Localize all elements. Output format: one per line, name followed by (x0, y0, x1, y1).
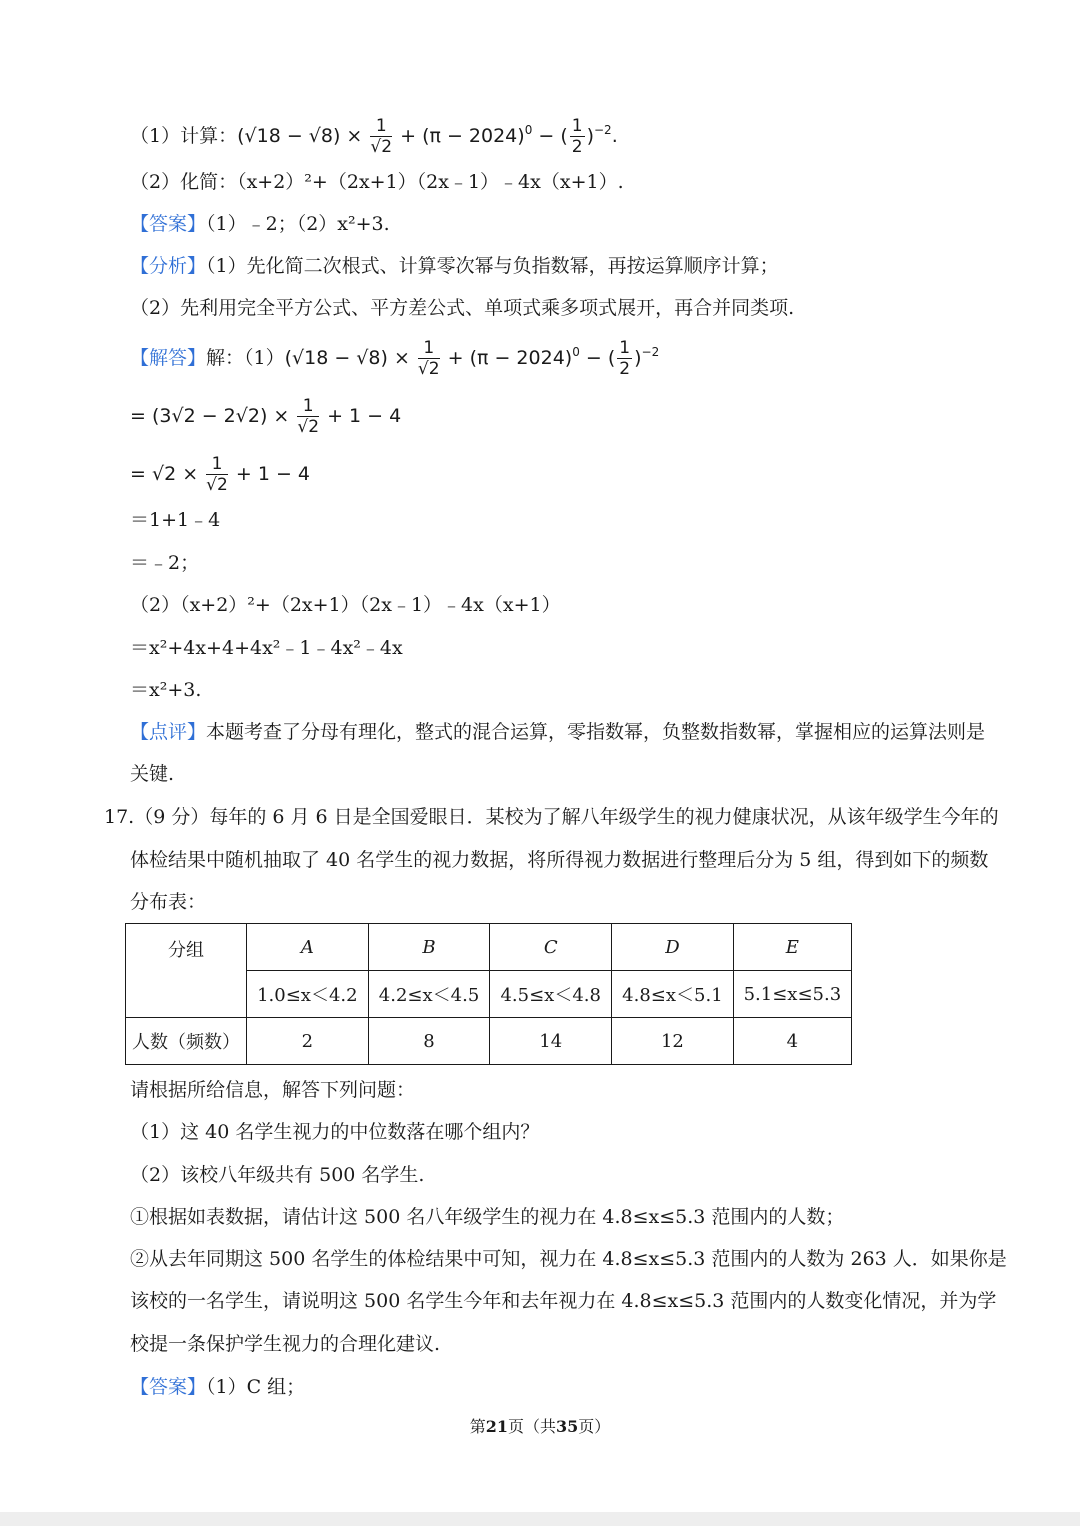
range-cell: 1.0≤x＜4.2 (247, 971, 369, 1018)
q17-sub2-2b: 该校的一名学生，请说明这 500 名学生今年和去年视力在 4.8≤x≤5.3 范围内的人数变化情况，并为学 (130, 1290, 997, 1312)
q17-stem-line3: 分布表： (130, 891, 207, 913)
review-tag: 【点评】 (130, 721, 207, 743)
q16-review-2: 关键. (130, 763, 175, 785)
q16-part2-step1: ＝x²+4x+4+4x²﹣1﹣4x²﹣4x (130, 637, 403, 659)
page-footer: 第21页（共35页） (469, 1417, 611, 1436)
group-cell: E (733, 924, 851, 971)
q16-part1: （1）计算：(√18 − √8) × $\frac{1}{√2}$ + $(\pi - 2024)^0$ − ( $\frac{1}{2}$ )$^{-2}$. (130, 116, 618, 157)
q16-solution: 【解答】解：（1）(√18 − √8) × $\frac{1}{√2}$ + $(\pi - 2024)^0$ − ( $\frac{1}{2}$ )$^{-2}$ (130, 338, 660, 379)
q16-step1: = (3√2 − 2√2) × $\frac{1}{√2}$ + 1 − 4 (130, 396, 402, 437)
analysis-tag: 【分析】 (130, 255, 207, 277)
q16-review: 【点评】本题考查了分母有理化，整式的混合运算，零指数幂，负整数指数幂，掌握相应的运算法则是 (130, 721, 986, 743)
answer-tag: 【答案】 (130, 1376, 207, 1398)
q17-sub2-2c: 校提一条保护学生视力的合理化建议. (130, 1333, 441, 1355)
count-cell: 12 (612, 1018, 734, 1065)
count-cell: 14 (490, 1018, 612, 1065)
frequency-table (125, 923, 852, 1065)
q16-analysis: 【分析】（1）先化简二次根式、计算零次幂与负指数幂，再按运算顺序计算； (130, 255, 779, 277)
count-header-cell: 人数（频数） (126, 1018, 247, 1065)
q17-sub2: （2）该校八年级共有 500 名学生. (130, 1164, 425, 1186)
q16-step2: = √2 × $\frac{1}{√2}$ + 1 − 4 (130, 454, 311, 495)
q17-prompt: 请根据所给信息，解答下列问题： (130, 1079, 416, 1101)
q16-step4: ＝﹣2； (130, 552, 200, 574)
table-row (126, 924, 852, 971)
q17-stem-line2: 体检结果中随机抽取了 40 名学生的视力数据，将所得视力数据进行整理后分为 5 组，得到如下的频数 (130, 849, 989, 871)
answer-tag: 【答案】 (130, 213, 207, 235)
q16-part2: （2）化简：（x+2）²+（2x+1）（2x﹣1）﹣4x（x+1）. (130, 171, 624, 193)
group-cell: A (247, 924, 369, 971)
range-cell: 4.5≤x＜4.8 (490, 971, 612, 1018)
bottom-border (0, 1512, 1080, 1526)
page-number: 21 (485, 1417, 508, 1436)
group-cell: D (612, 924, 734, 971)
group-header-cell: 分组 (126, 924, 247, 1018)
count-cell: 8 (368, 1018, 490, 1065)
q16-part2-solution: （2）（x+2）²+（2x+1）（2x﹣1）﹣4x（x+1） (130, 594, 561, 616)
q17-sub1: （1）这 40 名学生视力的中位数落在哪个组内？ (130, 1121, 540, 1143)
q16-analysis-2: （2）先利用完全平方公式、平方差公式、单项式乘多项式展开，再合并同类项. (130, 297, 795, 319)
range-cell: 4.8≤x＜5.1 (612, 971, 734, 1018)
range-cell: 4.2≤x＜4.5 (368, 971, 490, 1018)
q16-part2-step2: ＝x²+3. (130, 679, 202, 701)
count-cell: 2 (247, 1018, 369, 1065)
solution-tag: 【解答】 (130, 347, 207, 369)
q17-stem-line1: 17.（9 分）每年的 6 月 6 日是全国爱眼日．某校为了解八年级学生的视力健康状况，从该年级学生今年的 (104, 806, 999, 828)
q16-answer: 【答案】（1）﹣2；（2）x²+3. (130, 213, 390, 235)
q17-answer: 【答案】（1）C 组； (130, 1376, 306, 1398)
count-cell: 4 (733, 1018, 851, 1065)
q16-step3: ＝1+1﹣4 (130, 509, 221, 531)
q17-sub2-2a: ②从去年同期这 500 名学生的体检结果中可知，视力在 4.8≤x≤5.3 范围内的人数为 263 人．如果你是 (130, 1248, 1007, 1270)
group-cell: B (368, 924, 490, 971)
range-cell: 5.1≤x≤5.3 (733, 971, 851, 1018)
q17-sub2-1: ①根据如表数据，请估计这 500 名八年级学生的视力在 4.8≤x≤5.3 范围内的人数； (130, 1206, 845, 1228)
table-row (126, 1018, 852, 1065)
page-total: 35 (556, 1417, 579, 1436)
group-cell: C (490, 924, 612, 971)
